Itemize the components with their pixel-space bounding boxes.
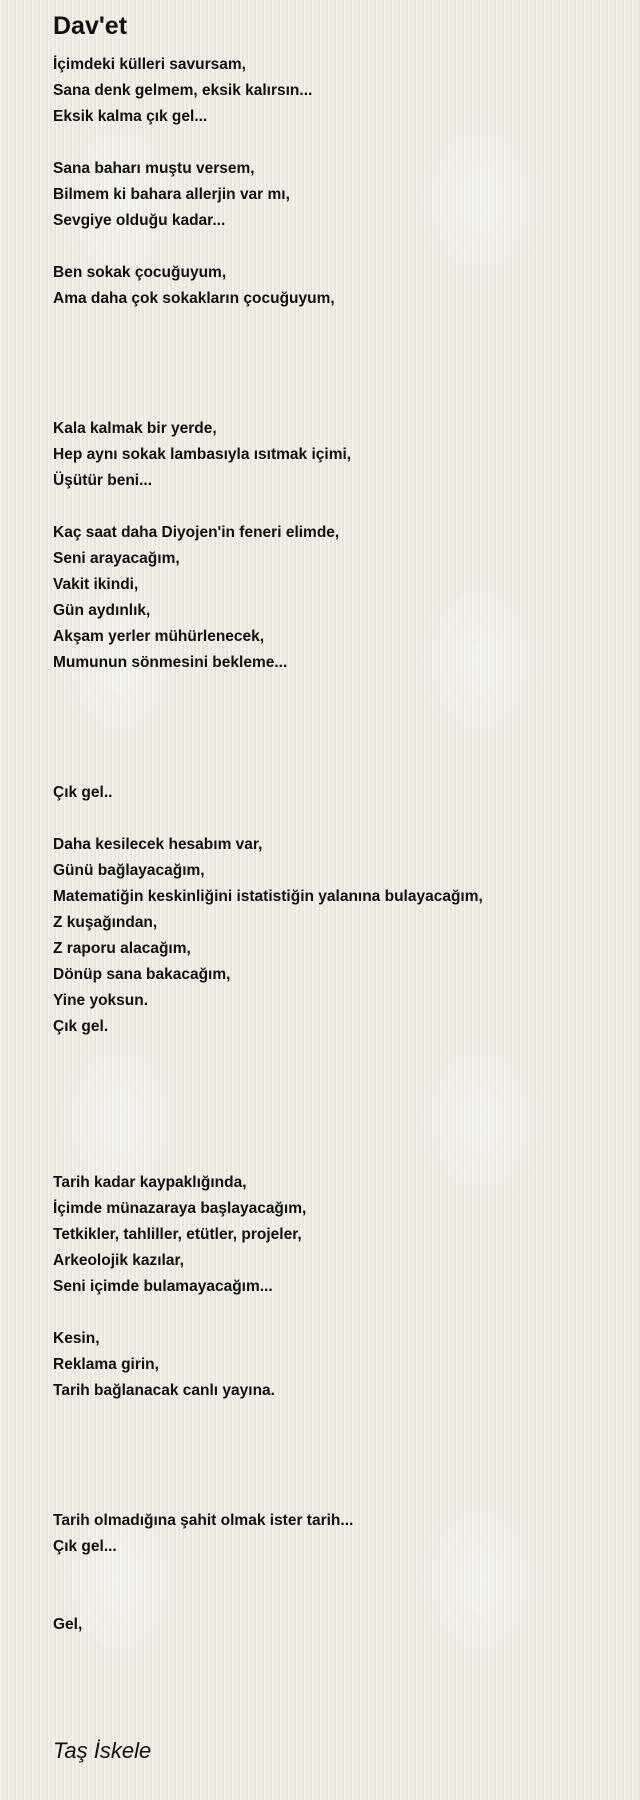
poem-line: Z kuşağından, — [53, 914, 158, 931]
poem-line: Ben sokak çocuğuyum, — [53, 264, 227, 281]
poem-line: Çık gel. — [53, 1018, 109, 1035]
poem-line: Gel, — [53, 1616, 83, 1633]
poem-line: Seni arayacağım, — [53, 550, 180, 567]
stanza-gap — [53, 312, 613, 416]
stanza-gap — [53, 234, 613, 260]
poem-line: Kala kalmak bir yerde, — [53, 420, 217, 437]
poem-line: Seni içimde bulamayacağım... — [53, 1278, 273, 1295]
poem-line: Reklama girin, — [53, 1356, 159, 1373]
stanza-gap — [53, 1404, 613, 1508]
poem-line: Hep aynı sokak lambasıyla ısıtmak içimi, — [53, 446, 352, 463]
poem-line: Vakit ikindi, — [53, 576, 139, 593]
poem-line: Sana denk gelmem, eksik kalırsın... — [53, 82, 313, 99]
poem-line: İçimdeki külleri savursam, — [53, 56, 246, 73]
poem-line: Matematiğin keskinliğini istatistiğin yalanına bulayacağım, — [53, 888, 483, 905]
stanza-gap — [53, 1560, 613, 1612]
poem-title: Dav'et — [53, 12, 128, 40]
poem-line: Yine yoksun. — [53, 992, 149, 1009]
poem-line: Mumunun sönmesini bekleme... — [53, 654, 288, 671]
stanza-gap — [53, 494, 613, 520]
poem-line: Kaç saat daha Diyojen'in feneri elimde, — [53, 524, 340, 541]
poem-line: Kesin, — [53, 1330, 100, 1347]
poem-line: Üşütür beni... — [53, 472, 153, 489]
poem-line: Akşam yerler mühürlenecek, — [53, 628, 265, 645]
poem-line: Daha kesilecek hesabım var, — [53, 836, 263, 853]
poem-line: Eksik kalma çık gel... — [53, 108, 208, 125]
poem-line: Dönüp sana bakacağım, — [53, 966, 231, 983]
poem-line: Çık gel.. — [53, 784, 113, 801]
poem-line: Tetkikler, tahliller, etütler, projeler, — [53, 1226, 302, 1243]
poem-line: Tarih kadar kaypaklığında, — [53, 1174, 247, 1191]
stanza-gap — [53, 806, 613, 832]
poem-line: İçimde münazaraya başlayacağım, — [53, 1200, 307, 1217]
stanza-gap — [53, 676, 613, 780]
stanza-gap — [53, 1040, 613, 1170]
poem-line: Çık gel... — [53, 1538, 117, 1555]
poem-line: Ama daha çok sokakların çocuğuyum, — [53, 290, 335, 307]
poem-line: Bilmem ki bahara allerjin var mı, — [53, 186, 290, 203]
poem-line: Tarih olmadığına şahit olmak ister tarih... — [53, 1512, 354, 1529]
poem-line: Gün aydınlık, — [53, 602, 151, 619]
poem-line: Z raporu alacağım, — [53, 940, 191, 957]
poem-author: Taş İskele — [53, 1738, 152, 1763]
poem-line: Sana baharı muştu versem, — [53, 160, 255, 177]
poem-body — [53, 52, 613, 1638]
stanza-gap — [53, 130, 613, 156]
stanza-gap — [53, 1300, 613, 1326]
poem-line: Tarih bağlanacak canlı yayına. — [53, 1382, 275, 1399]
poem-line: Arkeolojik kazılar, — [53, 1252, 184, 1269]
poem-line: Günü bağlayacağım, — [53, 862, 205, 879]
poem-line: Sevgiye olduğu kadar... — [53, 212, 226, 229]
